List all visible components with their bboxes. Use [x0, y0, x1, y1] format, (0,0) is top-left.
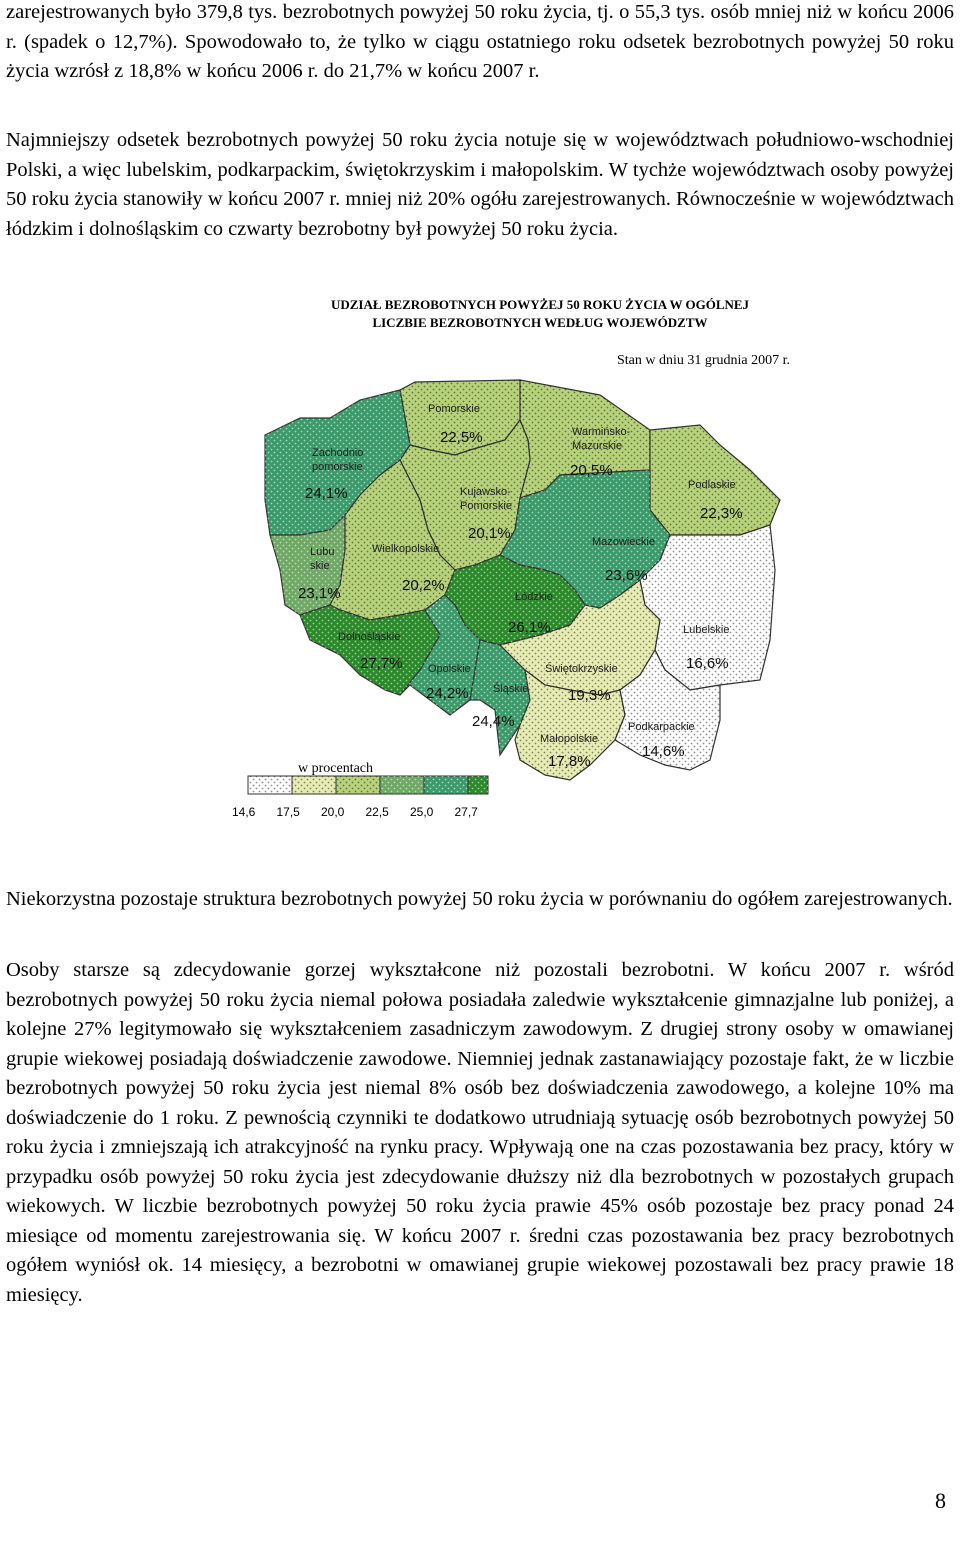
legend-tick-label: 20,0 — [321, 805, 345, 819]
region-name-label: Lubu — [310, 546, 335, 558]
region-name-label: Śląskie — [493, 683, 529, 695]
region-name-label: Podkarpackie — [628, 721, 695, 733]
region-name-label: Zachodnio — [312, 447, 364, 459]
legend-swatch-hatch — [336, 776, 380, 794]
region-name-label: Mazowieckie — [592, 536, 655, 548]
paragraph-regional: Najmniejszy odsetek bezrobotnych powyżej 50 roku życia notuje się w województwach południowo-wschodniej Polski, a więc lubelskim, podkarpackim, świętokrzyskim i małopolskim. W tychże województwach osoby powyżej 50 roku życia stanowiły w końcu 2007 r. mniej niż 20% ogółu zarejestrowanych. Równocześnie w województwach łódzkim i dolnośląskim co czwarty bezrobotny był powyżej 50 roku życia. — [6, 129, 954, 240]
map-date: Stan w dniu 31 grudnia 2007 r. — [616, 353, 790, 368]
region-value-label: 19,3% — [568, 687, 611, 704]
legend-title: w procentach — [298, 761, 374, 776]
paragraph-education: Osoby starsze są zdecydowanie gorzej wykształcone niż pozostali bezrobotni. W końcu 2007 r. wśród bezrobotnych powyżej 50 roku życia niemal połowa posiadała zaledwie wykształcenie gimnazjalne lub poniżej, a kolejne 27% legitymowało się wykształceniem zasadniczym zawodowym. Z drugiej strony osoby w omawianej grupie wiekowej posiadają doświadczenie zawodowe. Niemniej jednak zastanawiający pozostaje fakt, że w liczbie bezrobotnych powyżej 50 roku życia jest niemal 8% osób bez doświadczenia zawodowego, a kolejne 10% ma doświadczenie do 1 roku. Z pewnością czynniki te dodatkowo utrudniają sytuację osób bezrobotnych powyżej 50 roku życia i zmniejszają ich atrakcyjność na rynku pracy. Wpływają one na czas pozostawania bez pracy, który w przypadku osób powyżej 50 roku życia jest zdecydowanie dłuższy niż dla bezrobotnych w pozostałych grupach wiekowych. W liczbie bezrobotnych powyżej 50 roku życia prawie 45% osób pozostaje bez pracy ponad 24 miesiące od momentu zarejestrowania się. W końcu 2007 r. średni czas pozostawania bez pracy bezrobotnych ogółem wyniósł ok. 14 miesięcy, a bezrobotni w omawianej grupie wiekowej pozostawali bez pracy prawie 18 miesięcy. — [6, 959, 954, 1306]
choropleth-map — [0, 370, 960, 860]
region-name-label: Dolnośląskie — [338, 631, 401, 643]
legend-swatch-hatch — [292, 776, 336, 794]
region-name-label: Pomorskie — [428, 403, 480, 415]
region-name-label-line2: pomorskie — [312, 461, 363, 473]
legend-tick-label: 25,0 — [410, 805, 434, 819]
region-value-label: 23,1% — [298, 585, 341, 602]
paragraph-structure: Niekorzystna pozostaje struktura bezrobotnych powyżej 50 roku życia w porównaniu do ogółem zarejestrowanych. — [6, 888, 953, 910]
region-value-label: 22,5% — [440, 429, 483, 446]
region-value-label: 24,2% — [426, 685, 469, 702]
region-value-label: 26,1% — [508, 619, 551, 636]
map-title-line-1: UDZIAŁ BEZROBOTNYCH POWYŻEJ 50 ROKU ŻYCIA W OGÓLNEJ — [330, 297, 750, 312]
region-name-label: Warmińsko- — [572, 426, 631, 438]
region-name-label: Podlaskie — [688, 479, 736, 491]
region-value-label: 23,6% — [605, 567, 648, 584]
region-name-label: Kujawsko- — [460, 486, 511, 498]
region-name-label: Łódzkie — [515, 591, 553, 603]
region-name-label: Małopolskie — [540, 733, 599, 745]
region-name-label: Wielkopolskie — [372, 543, 440, 555]
region-name-label: Opolskie — [428, 663, 471, 675]
legend-swatch-hatch — [248, 776, 292, 794]
legend-swatch-hatch — [424, 776, 468, 794]
region-value-label: 16,6% — [686, 655, 729, 672]
region-value-label: 20,5% — [570, 462, 613, 479]
region-value-label: 17,8% — [548, 753, 591, 770]
region-value-label: 27,7% — [360, 655, 403, 672]
region-value-label: 20,1% — [468, 525, 511, 542]
region-name-label-line2: skie — [310, 560, 330, 572]
region-name-label-line2: Mazurskie — [572, 440, 623, 452]
page-number: 8 — [935, 1488, 946, 1513]
legend-swatch-hatch — [468, 776, 488, 794]
region-name-label: Świętokrzyskie — [545, 663, 618, 675]
region-value-label: 20,2% — [402, 577, 445, 594]
region-name-label: Lubelskie — [683, 624, 730, 636]
region-value-label: 14,6% — [642, 743, 685, 760]
legend-tick-label: 14,6 — [232, 805, 256, 819]
region-name-label-line2: Pomorskie — [460, 500, 512, 512]
legend-tick-label: 27,7 — [454, 805, 478, 819]
map-title — [240, 296, 840, 332]
region-value-label: 24,4% — [472, 713, 515, 730]
region-value-label: 22,3% — [700, 505, 743, 522]
legend-swatch-hatch — [380, 776, 424, 794]
legend-tick-label: 22,5 — [365, 805, 389, 819]
map-title-line-2: LICZBIE BEZROBOTNYCH WEDŁUG WOJEWÓDZTW — [372, 315, 708, 330]
legend-tick-label: 17,5 — [276, 805, 300, 819]
paragraph-intro: zarejestrowanych było 379,8 tys. bezrobotnych powyżej 50 roku życia, tj. o 55,3 tys. osób mniej niż w końcu 2006 r. (spadek o 12,7%). Spowodowało to, że tylko w ciągu ostatniego roku odsetek bezrobotnych powyżej 50 roku życia wzrósł z 18,8% w końcu 2006 r. do 21,7% w końcu 2007 r. — [6, 1, 954, 82]
region-value-label: 24,1% — [305, 485, 348, 502]
